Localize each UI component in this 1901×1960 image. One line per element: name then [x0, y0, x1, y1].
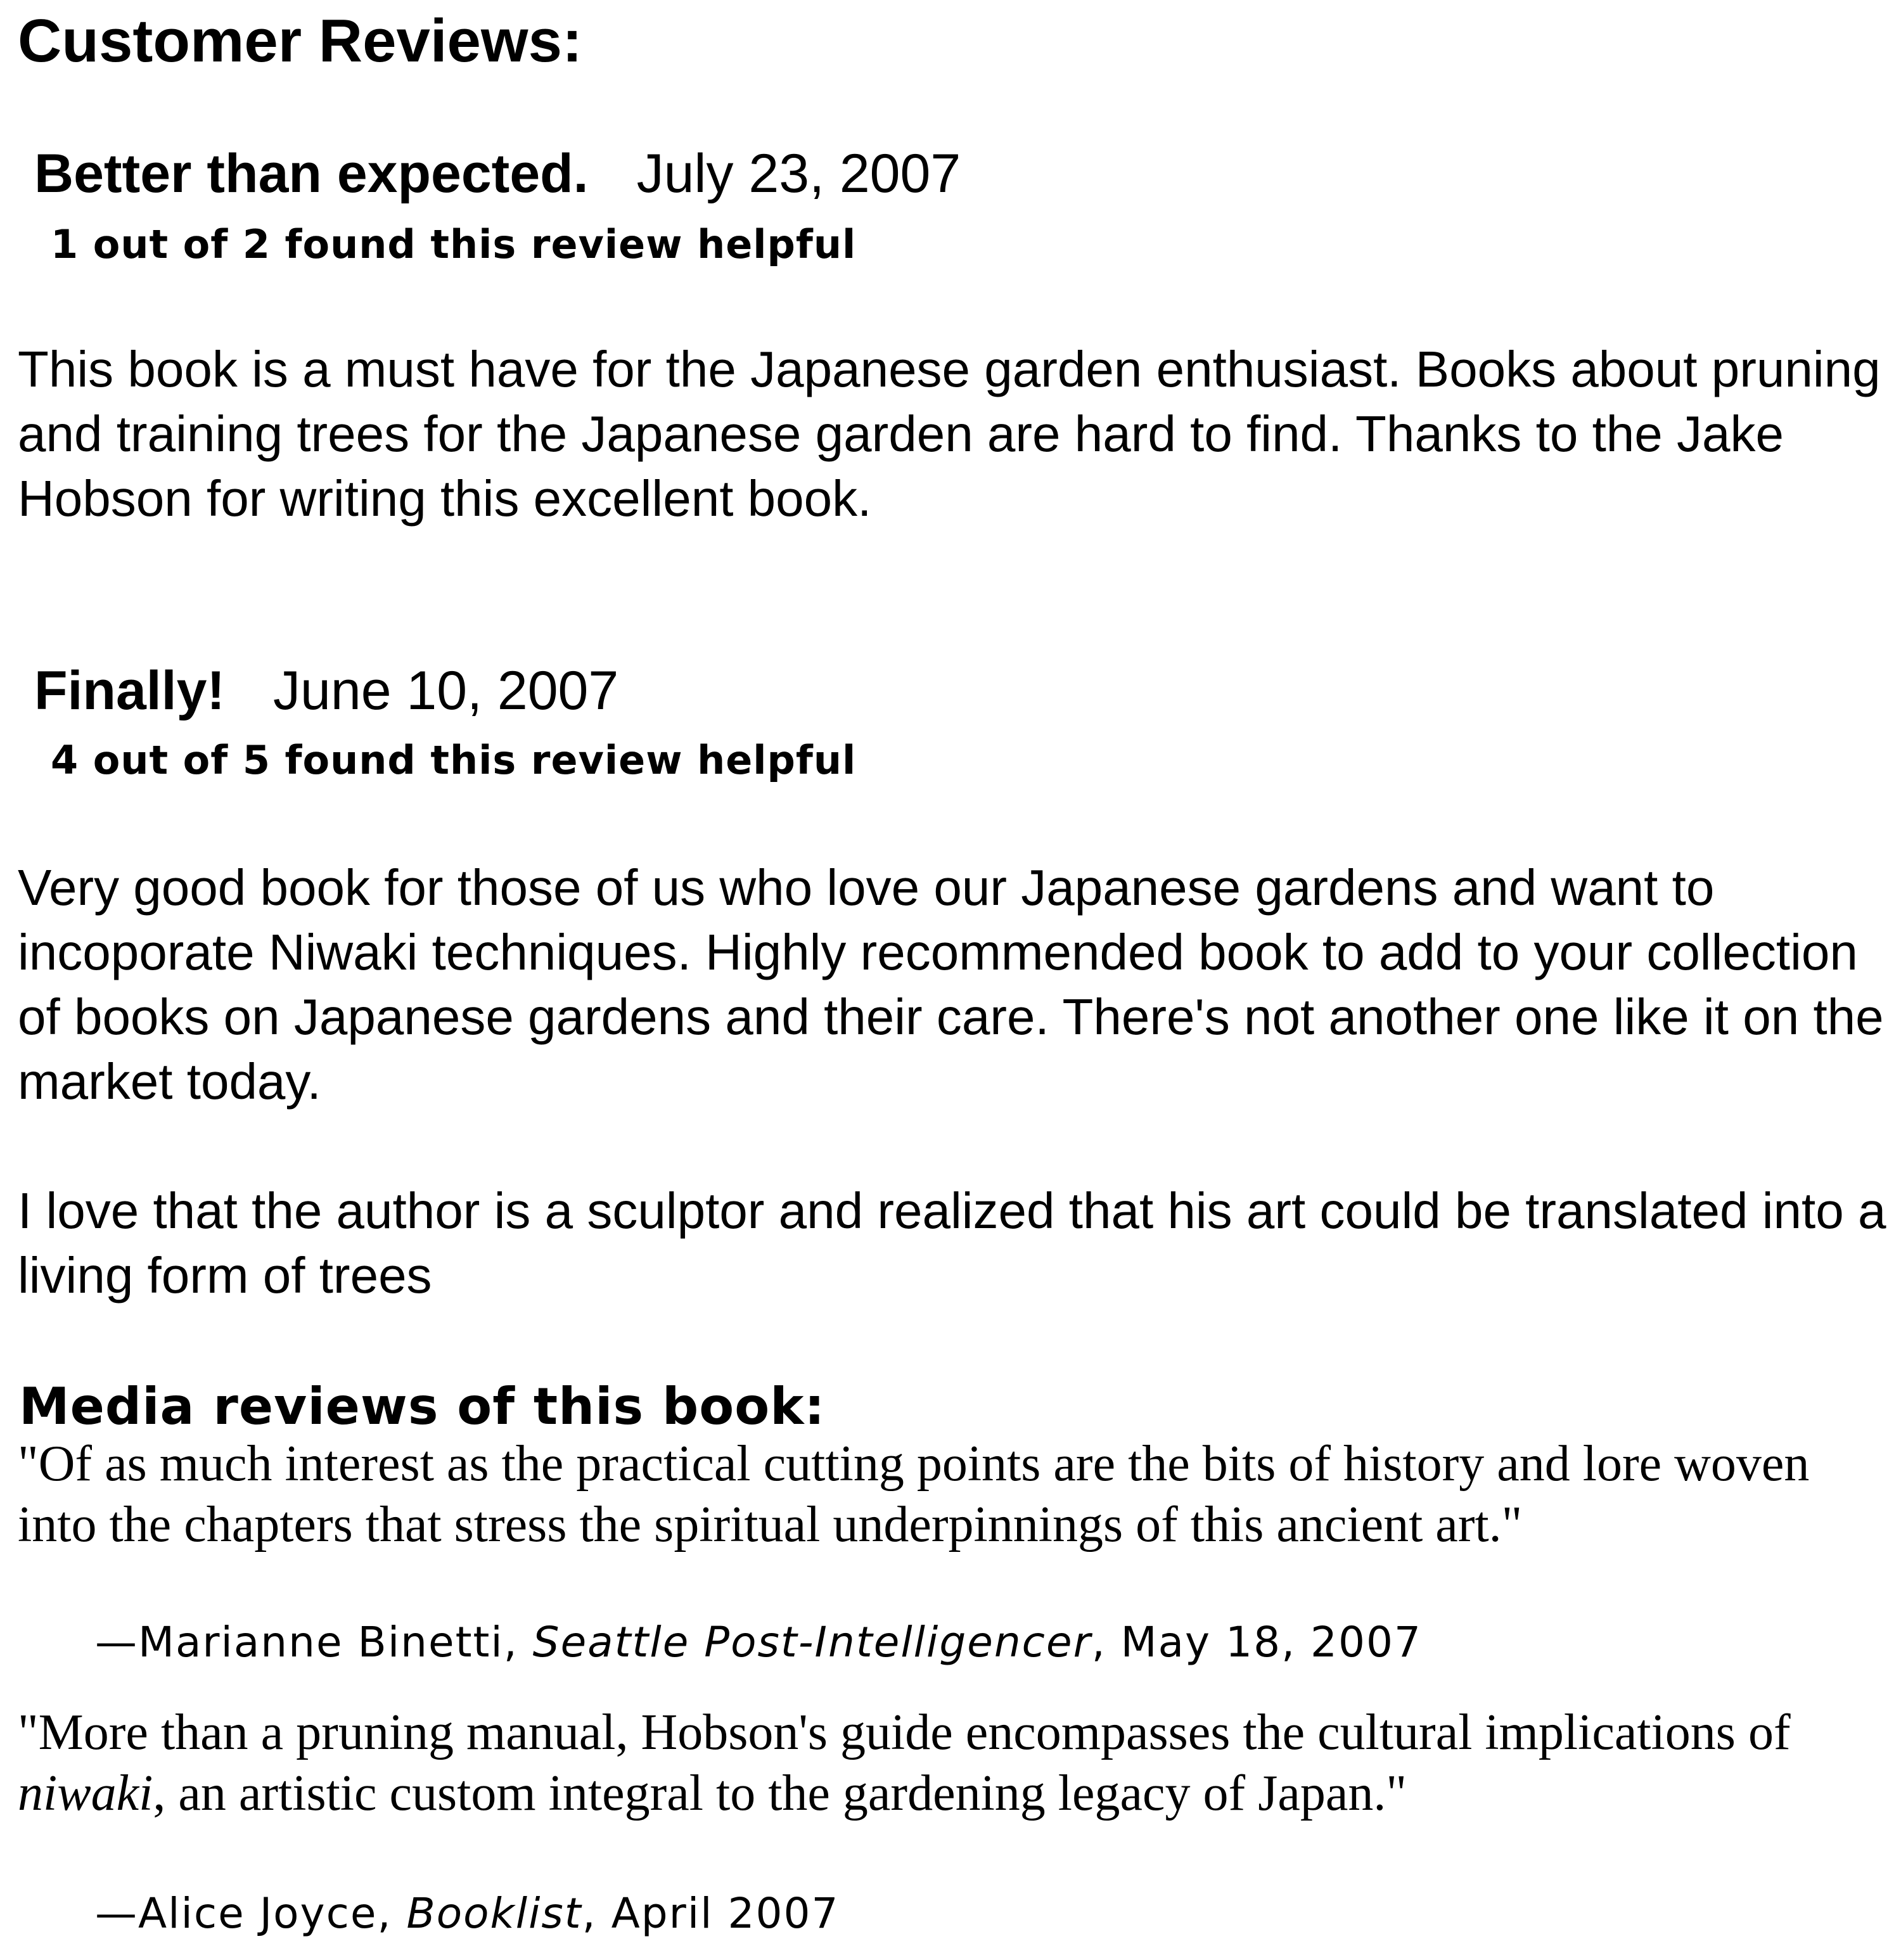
- review-helpful-count: 4 out of 5 found this review helpful: [51, 737, 857, 783]
- attribution-dash: —: [95, 1889, 138, 1938]
- review-helpful-count: 1 out of 2 found this review helpful: [51, 221, 857, 267]
- review-title: Better than expected.: [34, 143, 589, 204]
- media-reviews-heading: Media reviews of this book:: [19, 1377, 826, 1436]
- review-date: July 23, 2007: [636, 143, 961, 204]
- attribution-dash: —: [95, 1618, 138, 1667]
- media-review-attribution: —Marianne Binetti, Seattle Post-Intelligencer, May 18, 2007: [95, 1618, 1423, 1667]
- attribution-author: Marianne Binetti: [138, 1618, 504, 1667]
- attribution-author: Alice Joyce: [138, 1889, 378, 1938]
- attribution-date: May 18, 2007: [1120, 1618, 1423, 1667]
- review-header: [34, 142, 961, 205]
- attribution-date: April 2007: [611, 1889, 840, 1938]
- quote-text: , an artistic custom integral to the gardening legacy of Japan.": [153, 1765, 1407, 1821]
- review-body: Very good book for those of us who love our Japanese gardens and want to incoporate Niwaki techniques. Highly recommended book to add to your collection of books on Japanese gardens and their care. There's not another one like it on the market today.: [18, 859, 1884, 1110]
- media-review-quote: [18, 1702, 1893, 1824]
- attribution-publication: Booklist: [406, 1889, 582, 1938]
- review-title: Finally!: [34, 660, 226, 721]
- quote-emphasis: niwaki: [18, 1765, 153, 1821]
- review-date: June 10, 2007: [273, 660, 619, 721]
- media-review-attribution: —Alice Joyce, Booklist, April 2007: [95, 1889, 840, 1938]
- media-review-quote: "Of as much interest as the practical cutting points are the bits of history and lore woven into the chapters that stress the spiritual underpinnings of this ancient art.": [18, 1436, 1810, 1553]
- quote-text: "More than a pruning manual, Hobson's guide encompasses the cultural implications of: [18, 1705, 1791, 1760]
- attribution-publication: Seattle Post-Intelligencer: [532, 1618, 1092, 1667]
- review-header: [34, 659, 618, 722]
- review-body: This book is a must have for the Japanese garden enthusiast. Books about pruning and training trees for the Japanese garden are hard to find. Thanks to the Jake Hobson for writing this excellent book.: [18, 341, 1881, 527]
- review-body: I love that the author is a sculptor and realized that his art could be translated into a living form of trees: [18, 1182, 1886, 1303]
- page-title: Customer Reviews:: [18, 7, 582, 75]
